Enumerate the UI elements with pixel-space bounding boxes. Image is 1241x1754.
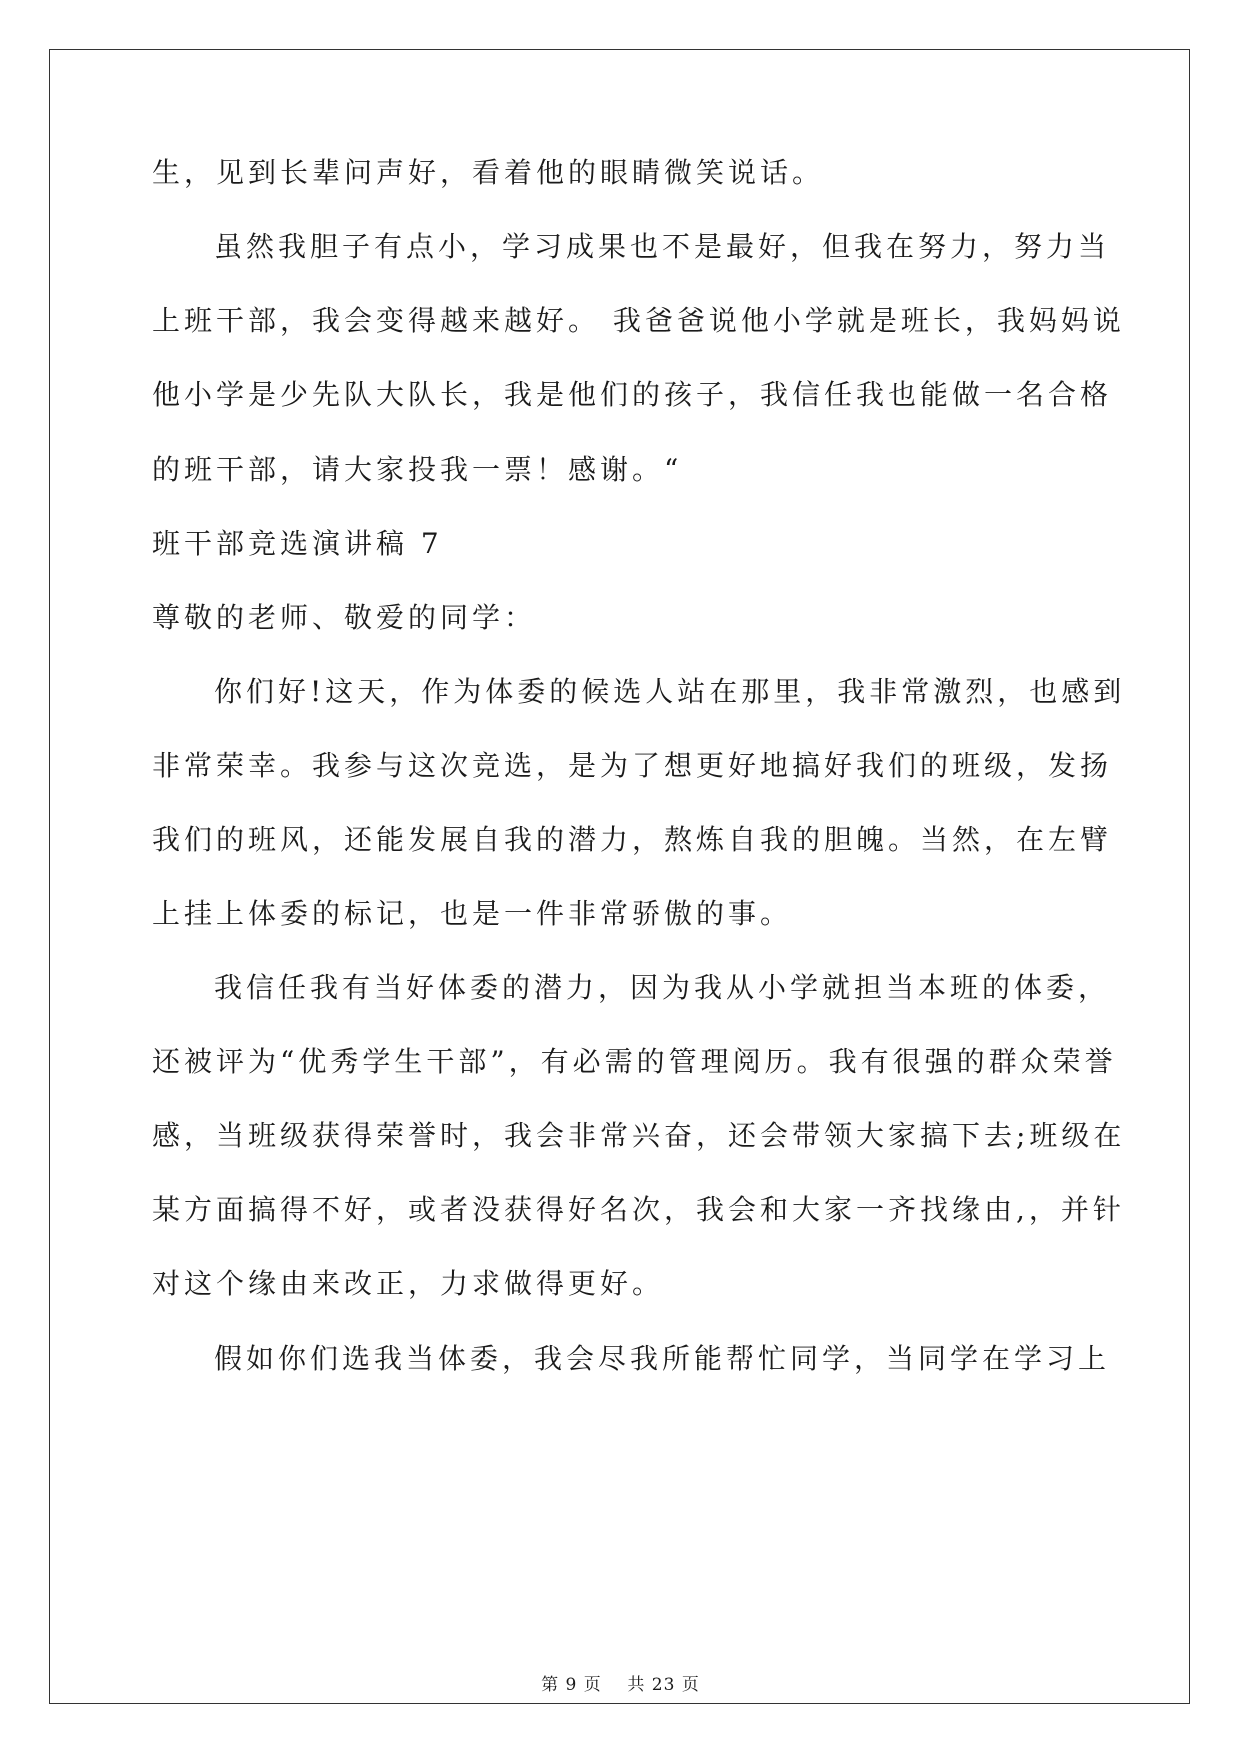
- text-line-8: 你们好!这天，作为体委的候选人站在那里，我非常激烈，也感到: [214, 675, 1126, 708]
- text-line-12: 我信任我有当好体委的潜力，因为我从小学就担当本班的体委，: [214, 971, 1111, 1004]
- text-line-9: 非常荣幸。我参与这次竞选，是为了想更好地搞好我们的班级，发扬: [152, 749, 1113, 782]
- text-line-16: 对这个缘由来改正，力求做得更好。: [152, 1267, 665, 1300]
- text-line-5: 的班干部，请大家投我一票！感谢。“: [152, 453, 683, 486]
- text-line-17: 假如你们选我当体委，我会尽我所能帮忙同学，当同学在学习上: [214, 1342, 1111, 1375]
- salutation: 尊敬的老师、敬爱的同学：: [152, 601, 537, 634]
- page-border: [49, 49, 1190, 1704]
- text-line-1: 生，见到长辈问声好，看着他的眼睛微笑说话。: [152, 156, 825, 189]
- text-line-2: 虽然我胆子有点小，学习成果也不是最好，但我在努力，努力当: [214, 230, 1111, 263]
- text-line-10: 我们的班风，还能发展自我的潜力，熬炼自我的胆魄。当然，在左臂: [152, 823, 1113, 856]
- section-heading: 班干部竞选演讲稿 7: [152, 527, 443, 560]
- text-line-15: 某方面搞得不好，或者没获得好名次，我会和大家一齐找缘由,，并针: [152, 1193, 1125, 1226]
- page-number: 第 9 页 共 23 页: [541, 1675, 700, 1695]
- text-line-13: 还被评为“优秀学生干部”，有必需的管理阅历。我有很强的群众荣誉: [152, 1045, 1117, 1078]
- page-footer: [0, 1674, 1241, 1696]
- text-line-4: 他小学是少先队大队长，我是他们的孩子，我信任我也能做一名合格: [152, 378, 1113, 411]
- text-line-14: 感，当班级获得荣誉时，我会非常兴奋，还会带领大家搞下去;班级在: [152, 1119, 1126, 1152]
- text-line-3: 上班干部，我会变得越来越好。 我爸爸说他小学就是班长，我妈妈说: [152, 304, 1125, 337]
- text-line-11: 上挂上体委的标记，也是一件非常骄傲的事。: [152, 897, 793, 930]
